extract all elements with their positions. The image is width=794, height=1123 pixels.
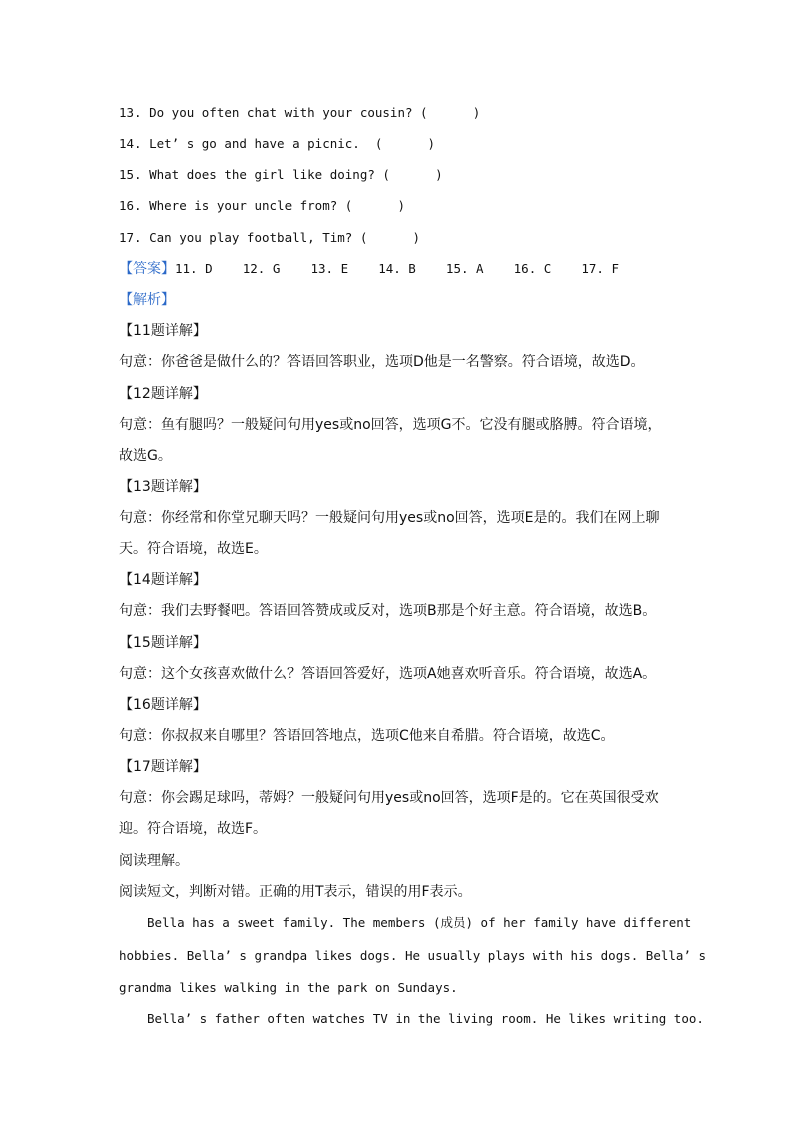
detail-text-12-cont: 故选G。 — [119, 448, 172, 464]
detail-text-12: 句意：鱼有腿吗？一般疑问句用yes或no回答，选项G不。它没有腿或胳膊。符合语境， — [119, 417, 662, 433]
detail-text-11: 句意：你爸爸是做什么的？答语回答职业，选项D他是一名警察。符合语境，故选D。 — [119, 354, 645, 370]
detail-heading-12: 【12题详解】 — [119, 386, 207, 402]
question-14: 14. Let’ s go and have a picnic. ( ) — [119, 136, 436, 151]
passage-line-1: Bella has a sweet family. The members (成员) of her family have different — [147, 915, 692, 930]
passage-line-4: Bella’ s father often watches TV in the living room. He likes writing too. — [147, 1011, 704, 1026]
answer-line — [119, 260, 619, 278]
reading-instruction: 阅读短文，判断对错。正确的用T表示，错误的用F表示。 — [119, 884, 472, 900]
passage-line-3: grandma likes walking in the park on Sundays. — [119, 980, 458, 995]
detail-text-13: 句意：你经常和你堂兄聊天吗？一般疑问句用yes或no回答，选项E是的。我们在网上聊 — [119, 510, 660, 526]
question-17: 17. Can you play football, Tim? ( ) — [119, 230, 421, 245]
detail-heading-13: 【13题详解】 — [119, 479, 207, 495]
answer-label: 【答案】 — [119, 261, 175, 277]
detail-heading-15: 【15题详解】 — [119, 635, 207, 651]
question-15: 15. What does the girl like doing? ( ) — [119, 167, 443, 182]
passage-line-2: hobbies. Bella’ s grandpa likes dogs. He usually plays with his dogs. Bella’ s — [119, 948, 706, 963]
reading-title: 阅读理解。 — [119, 853, 189, 869]
detail-text-14: 句意：我们去野餐吧。答语回答赞成或反对，选项B那是个好主意。符合语境，故选B。 — [119, 603, 657, 619]
detail-text-17: 句意：你会踢足球吗，蒂姆？一般疑问句用yes或no回答，选项F是的。它在英国很受欢 — [119, 790, 659, 806]
detail-heading-16: 【16题详解】 — [119, 697, 207, 713]
detail-text-13-cont: 天。符合语境，故选E。 — [119, 541, 268, 557]
detail-text-15: 句意：这个女孩喜欢做什么？答语回答爱好，选项A她喜欢听音乐。符合语境，故选A。 — [119, 666, 657, 682]
detail-heading-14: 【14题详解】 — [119, 572, 207, 588]
detail-heading-17: 【17题详解】 — [119, 759, 207, 775]
question-13: 13. Do you often chat with your cousin? ( ) — [119, 105, 481, 120]
detail-heading-11: 【11题详解】 — [119, 323, 207, 339]
detail-text-16: 句意：你叔叔来自哪里？答语回答地点，选项C他来自希腊。符合语境，故选C。 — [119, 728, 615, 744]
answer-text: 11. D 12. G 13. E 14. B 15. A 16. C 17. F — [175, 261, 620, 276]
question-16: 16. Where is your uncle from? ( ) — [119, 198, 405, 213]
detail-text-17-cont: 迎。符合语境，故选F。 — [119, 821, 268, 837]
analysis-label: 【解析】 — [119, 292, 175, 308]
